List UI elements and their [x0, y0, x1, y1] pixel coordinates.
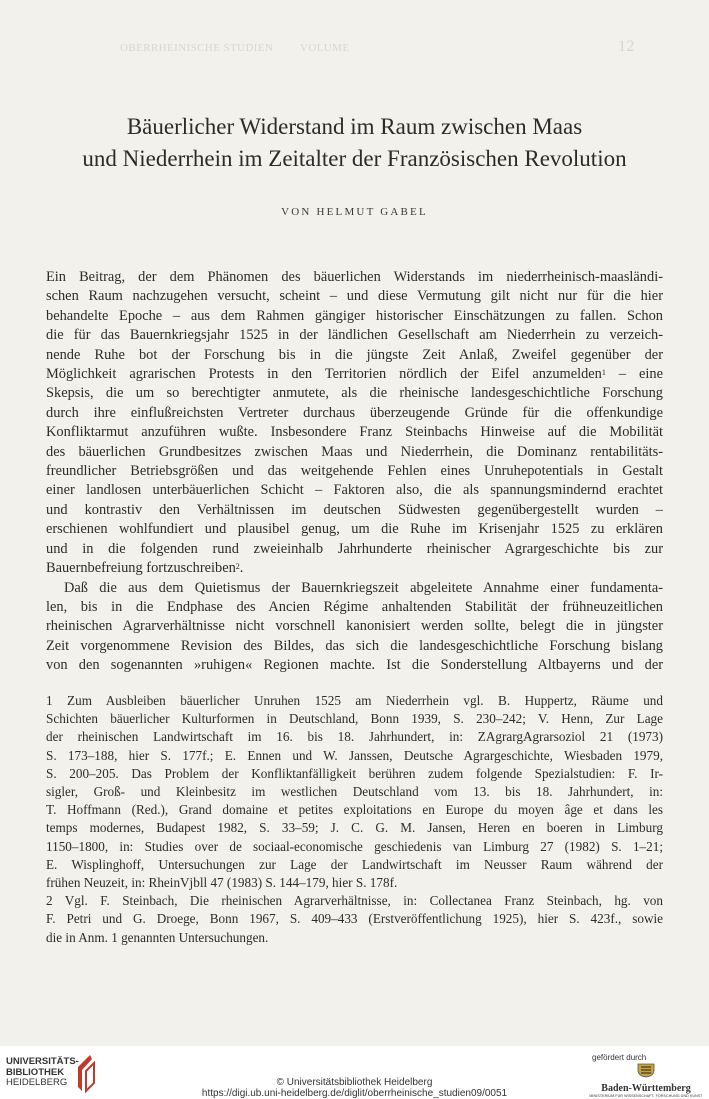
- footnote-line: 1150–1800, in: Studies over de sociaal-economische geschiedenis van Limburg 27 (1982) S. 1–21;: [46, 838, 663, 854]
- library-line-3: HEIDELBERG: [6, 1077, 68, 1088]
- body-line: erschienen wohlfundiert und plausibel genug, um die Ruhe im Krisenjahr 1525 zu erklären: [46, 521, 663, 538]
- body-line: rheinischen Agrarverhältnisse nicht vorschnell kanonisiert werden sollte, belegt die in jüngster: [46, 618, 663, 635]
- body-line: Zeit vorgenommene Revision des Bildes, das sich die landesgeschichtliche Forschung bislang: [46, 637, 663, 654]
- state-name: Baden-Württemberg: [601, 1083, 691, 1094]
- body-line: Skepsis, die um so berechtigter anmutete, als die rheinische landesgeschichtliche Forschung: [46, 385, 663, 402]
- library-line-1: UNIVERSITÄTS-: [6, 1056, 79, 1067]
- body-line: Ein Beitrag, der dem Phänomen des bäuerlichen Widerstands im niederrheinisch-maasländi-: [46, 269, 663, 285]
- body-line-text: – eine: [605, 366, 664, 383]
- footnote-ref-1[interactable]: 1: [601, 368, 606, 378]
- body-line: von den sogenannten »ruhigen« Regionen machte. Ist die Sonderstellung Altbayerns und der: [46, 657, 663, 674]
- body-line: nende Ruhe bot der Forschung bis in die jüngste Zeit Anlaß, Zweifel gegenüber der: [46, 346, 663, 363]
- footnote-ref-2[interactable]: 2: [235, 562, 240, 572]
- ministry-name: MINISTERIUM FÜR WISSENSCHAFT, FORSCHUNG UND KUNST: [589, 1094, 703, 1098]
- footnote-line: die in Anm. 1 genannten Untersuchungen.: [46, 929, 269, 945]
- body-line-text: Bauernbefreiung fortzuschreiben: [46, 560, 236, 577]
- footnote-line: 2 Vgl. F. Steinbach, Die rheinischen Agrarverhältnisse, in: Collectanea Franz Steinbach, hg. von: [46, 893, 663, 909]
- title-line-2: und Niederrhein im Zeitalter der Französischen Revolution: [82, 146, 627, 171]
- footnote-line: 1 Zum Ausbleiben bäuerlicher Unruhen 1525 am Niederrhein vgl. B. Huppertz, Räume und: [46, 693, 663, 708]
- author-byline: VON HELMUT GABEL: [281, 206, 428, 218]
- permalink[interactable]: https://digi.ub.uni-heidelberg.de/diglit/oberrheinische_studien09/0051: [201, 1088, 508, 1099]
- footnotes: [46, 692, 663, 947]
- body-line: Konfliktarmut anzuführen wußte. Insbesondere Franz Steinbachs Hinweise auf die Mobilität: [46, 424, 663, 441]
- body-line: die für das Bauernkriegsjahr 1525 in der ländlichen Gesellschaft am Niederrhein zu verzeich-: [46, 327, 663, 344]
- body-line-text: Möglichkeit agrarischen Protests in den Territorien nördlich der Eifel anzumelden: [46, 366, 602, 383]
- bleed-through-text: OBERRHEINISCHE STUDIEN: [120, 42, 274, 54]
- footnote-line: S. 200–205. Das Problem der Konfliktanfälligkeit berühren zudem folgende Spezialstudien: F. Ir-: [46, 765, 663, 781]
- article-title: [30, 111, 679, 175]
- copyright-text: © Universitätsbibliothek Heidelberg: [276, 1077, 433, 1088]
- body-line: behandelte Epoche – aus dem Rahmen gängiger historischer Einschätzungen zu fallen. Schon: [46, 307, 663, 324]
- footnote-line: E. Wisplinghoff, Untersuchungen zur Lage der Landwirtschaft im Neusser Raum während der: [46, 856, 663, 872]
- bleed-through-text: VOLUME: [300, 42, 350, 54]
- body-line: und kontrastiv den Verhältnissen im deutschen Südwesten gegenübergestellt wurden –: [46, 501, 663, 518]
- footnote-line: T. Hoffmann (Red.), Grand domaine et petites exploitations en Europe du moyen âge et dans les: [46, 802, 663, 818]
- title-line-1: Bäuerlicher Widerstand im Raum zwischen Maas: [126, 114, 583, 139]
- body-line: [46, 365, 663, 384]
- body-line: des bäuerlichen Grundbesitzes zwischen Maas und Niederrhein, die Dominanz rentabilitäts-: [46, 443, 663, 460]
- footnote-line: frühen Neuzeit, in: RheinVjbll 47 (1983) S. 144–179, hier S. 178f.: [46, 875, 398, 891]
- body-line: schen Raum nachzugehen versucht, scheint – und diese Vermutung gilt nicht nur für die hier: [46, 288, 663, 305]
- library-line-2: BIBLIOTHEK: [6, 1066, 65, 1078]
- body-text: [46, 268, 663, 676]
- coat-of-arms-icon: [635, 1062, 657, 1078]
- funding-logo[interactable]: [588, 1053, 704, 1098]
- footnote-line: sigler, Groß- und Kleinbesitz im westlichen Deutschland vom 13. bis 18. Jahrhundert, in:: [46, 784, 663, 800]
- body-line: durch ihre einflußreichsten Vertreter durchaus überzeugende Gründe für die offenkundige: [46, 404, 663, 421]
- body-line: freundlicher Betriebsgrößen und das weitgehende Fehlen eines Unruhepotentials in Gestalt: [46, 463, 663, 480]
- body-line: und in die folgenden rund zweieinhalb Jahrhunderte rheinischer Agrargeschichte bis zur: [46, 540, 663, 557]
- bleed-through-text: 12: [618, 38, 635, 55]
- body-line: einer landlosen unterbäuerlichen Schicht – Faktoren also, die als spannungsmindernd erachtet: [46, 482, 663, 499]
- footnote-line: temps modernes, Budapest 1982, S. 33–59; J. C. G. M. Jansen, Heren en boeren in Limburg: [46, 820, 663, 836]
- footnote-line: S. 173–188, hier S. 177f.; E. Ennen und W. Janssen, Deutsche Agrargeschichte, Wiesbaden 1979,: [46, 747, 663, 763]
- funded-by-label: gefördert durch: [592, 1053, 647, 1062]
- body-line: Daß die aus dem Quietismus der Bauernkriegszeit abgeleitete Annahme einer fundamenta-: [64, 579, 663, 596]
- body-line: len, bis in die Endphase des Ancien Régime anhaltenden Stabilität der frühneuzeitlichen: [46, 598, 663, 615]
- footnote-line: der rheinischen Landwirtschaft im 16. bis 18. Jahrhundert, in: ZAgrargAgrarsoziol 21 (1973): [46, 729, 663, 745]
- body-line: Bauernbefreiung fortzuschreiben$^2$.: [46, 560, 244, 577]
- footnote-line: F. Petri und G. Droege, Bonn 1967, S. 409–433 (Erstveröffentlichung 1925), hier S. 423f., sowie: [46, 911, 663, 927]
- footnote-line: Schichten bäuerlicher Kulturformen in Deutschland, Bonn 1939, S. 230–242; V. Henn, Zur Lage: [46, 711, 663, 727]
